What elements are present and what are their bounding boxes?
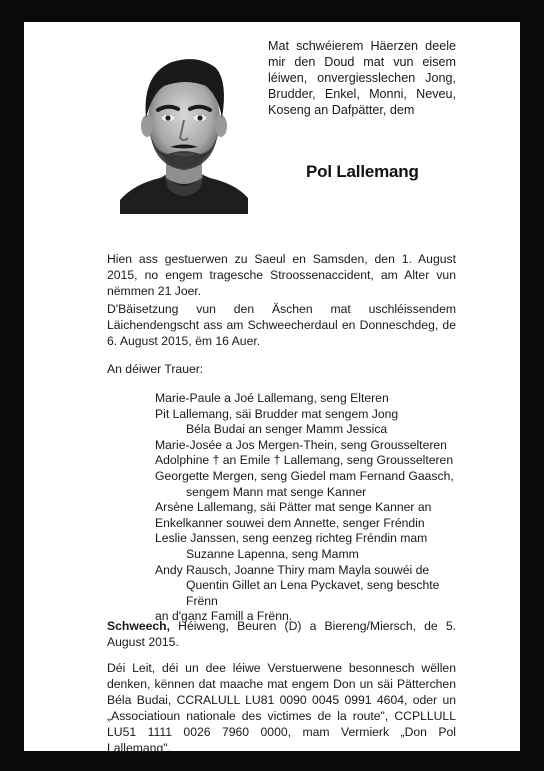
mourners-list	[155, 391, 465, 625]
mourner-line: Georgette Mergen, seng Giedel mam Fernand Gaasch,	[155, 468, 454, 483]
portrait-illustration	[120, 48, 248, 214]
mourner-line: Enkelkanner souwei dem Annette, senger Fréndin	[155, 515, 425, 530]
burial-paragraph: D'Bäisetzung vun den Äschen mat uschléissendem Läichendengscht ass am Schweecherdaul en Donneschdeg, de 6. August 2015, ëm 16 Auer.	[107, 302, 456, 348]
mourner-line: Pit Lallemang, säi Brudder mat sengem Jong	[155, 406, 399, 421]
mourner-line: Adolphine † an Emile † Lallemang, seng Grousselteren	[155, 453, 454, 468]
intro-text: Mat schwéierem Häerzen deele mir den Doud mat vun eisem léiwen, onvergiesslechen Jong, Brudder, Enkel, Monni, Neveu, Koseng an Dafpätter, dem	[268, 39, 456, 117]
mourner-line: Arsène Lallemang, säi Pätter mat senge Kanner an	[155, 500, 432, 515]
mourner-line: Marie-Josée a Jos Mergen-Thein, seng Grousselteren	[155, 437, 447, 452]
mourner-line: sengem Mann mat senge Kanner	[186, 484, 367, 499]
portrait-photo	[120, 48, 248, 214]
deceased-name: Pol Lallemang	[306, 162, 419, 181]
mourner-line: Marie-Paule a Joé Lallemang, seng Elteren	[155, 391, 389, 405]
mourner-line: Leslie Janssen, seng eenzeg richteg Fréndin mam	[155, 531, 428, 546]
mourner-line: Quentin Gillet an Lena Pyckavet, seng beschte	[186, 578, 440, 593]
mourner-line: Andy Rausch, Joanne Thiry mam Mayla souwéi de	[155, 562, 430, 577]
donation-paragraph: Déi Leit, déi un dee léiwe Verstuerwene besonnesch wëllen denken, kënnen dat maache mat engem Don un säi Pätterchen Béla Budai, CCRALULL LU81 0090 0045 0991 4604, oder un „Associatioun nationale des victimes de la route", CCPLLULL LU51 1111 0026 7960 0000, mam Vermierk „Don Pol Lallemang".	[107, 661, 456, 755]
place-name-bold: Schweech,	[107, 619, 170, 633]
place-date-line	[107, 618, 456, 650]
place-rest: Héiweng, Beuren (D) a Biereng/Miersch, de 5. August 2015.	[107, 619, 456, 649]
death-notice-paragraph: Hien ass gestuerwen zu Saeul en Samsden, den 1. August 2015, no engem tragesche Stroossenaccident, am Alter vun nëmmen 21 Joer.	[107, 252, 456, 298]
mourning-heading: An déiwer Trauer:	[107, 362, 204, 376]
mourner-line: Suzanne Lapenna, seng Mamm	[186, 546, 359, 561]
mourner-line: Béla Budai an senger Mamm Jessica	[186, 422, 388, 437]
mourner-line: an d'ganz Famill a Frënn.	[155, 609, 293, 624]
mourner-line: Frënn	[186, 593, 218, 608]
